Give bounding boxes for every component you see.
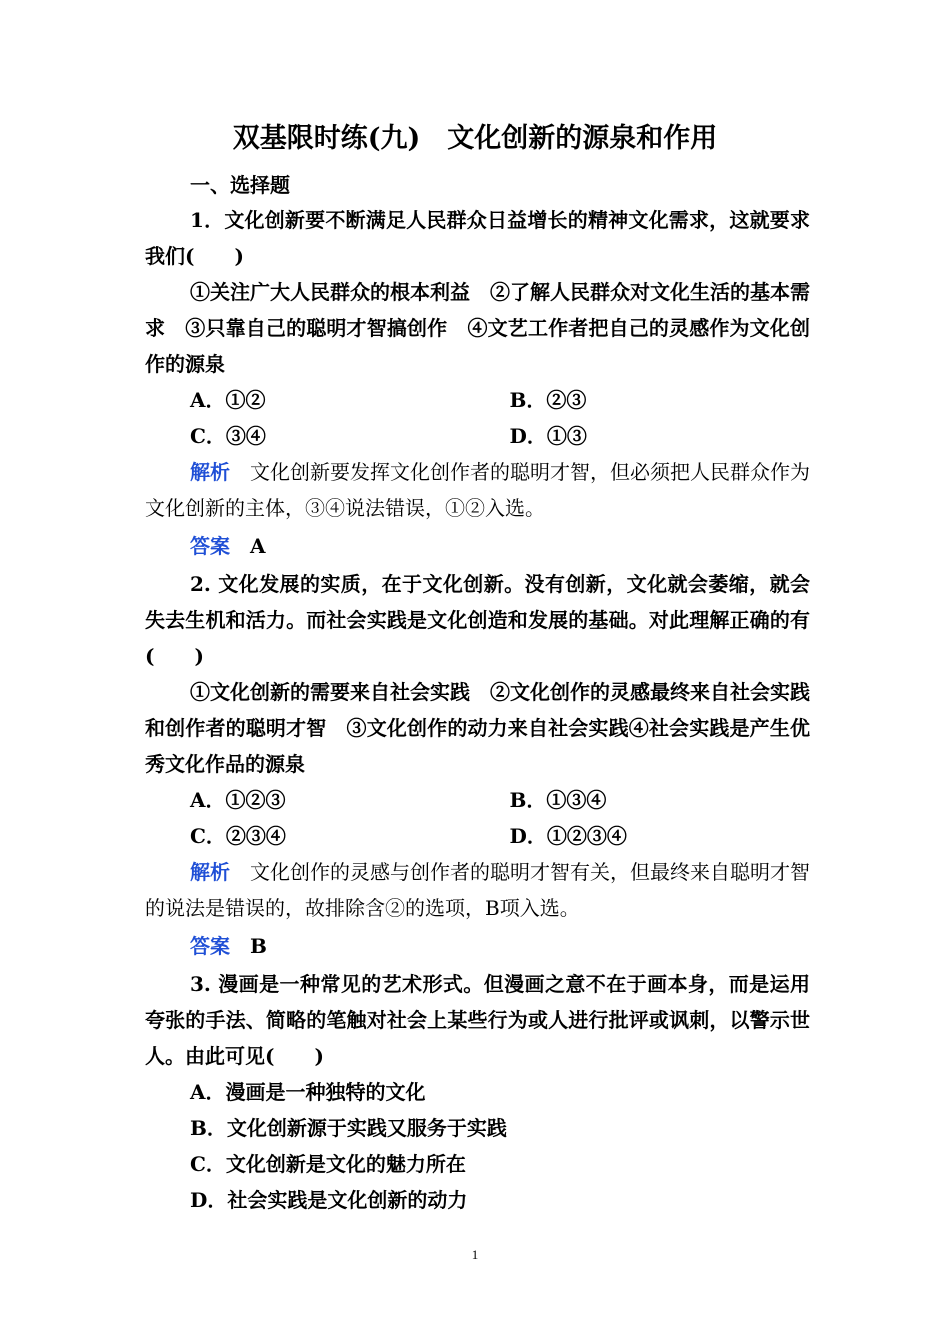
option-d: D．①②③④ — [509, 824, 627, 848]
option-c: C．文化创新是文化的魅力所在 — [190, 1152, 466, 1176]
option-a: A．①②③ — [190, 788, 286, 812]
analysis-text: 文化创新要发挥文化创作者的聪明才智，但必须把人民群众作为文化创新的主体，③④说法错误，①②入选。 — [145, 460, 810, 520]
page-title: 双基限时练(九) 文化创新的源泉和作用 — [232, 123, 718, 154]
analysis-label: 解析 — [190, 860, 230, 884]
section-heading: 一、选择题 — [190, 173, 290, 197]
question-1-analysis — [145, 454, 810, 526]
question-1-options — [145, 382, 810, 454]
option-b: B．①③④ — [509, 788, 607, 812]
question-2-analysis — [145, 854, 810, 926]
question-1-items: ①关注广大人民群众的根本利益 ②了解人民群众对文化生活的基本需求 ③只靠自己的聪明才智搞创作 ④文艺工作者把自己的灵感作为文化创作的源泉 — [145, 280, 810, 376]
question-2-stem: 2. 文化发展的实质，在于文化创新。没有创新，文化就会萎缩，就会失去生机和活力。而社会实践是文化创造和发展的基础。对此理解正确的有( ) — [145, 572, 810, 668]
answer-label: 答案 — [190, 534, 230, 558]
question-3-options — [145, 1074, 810, 1218]
option-c: C．②③④ — [190, 824, 286, 848]
question-2-items: ①文化创新的需要来自社会实践 ②文化创作的灵感最终来自社会实践和创作者的聪明才智 ③文化创作的动力来自社会实践④社会实践是产生优秀文化作品的源泉 — [145, 680, 810, 776]
question-1-stem: 1．文化创新要不断满足人民群众日益增长的精神文化需求，这就要求我们( ) — [145, 208, 810, 268]
option-a: A．漫画是一种独特的文化 — [190, 1080, 426, 1104]
question-2-answer — [145, 928, 810, 964]
question-1-answer — [145, 528, 810, 564]
option-d: D．①③ — [509, 424, 587, 448]
option-d: D．社会实践是文化创新的动力 — [190, 1188, 468, 1212]
answer-value: A — [250, 534, 266, 558]
question-3-stem: 3. 漫画是一种常见的艺术形式。但漫画之意不在于画本身，而是运用夸张的手法、简略的笔触对社会上某些行为或人进行批评或讽刺，以警示世人。由此可见( ) — [145, 972, 810, 1068]
answer-label: 答案 — [190, 934, 230, 958]
document-body — [145, 202, 810, 1218]
option-c: C．③④ — [190, 424, 266, 448]
page-number: 1 — [471, 1247, 479, 1262]
analysis-text: 文化创作的灵感与创作者的聪明才智有关，但最终来自聪明才智的说法是错误的，故排除含②的选项，B项入选。 — [145, 860, 810, 920]
option-b: B．文化创新源于实践又服务于实践 — [190, 1116, 507, 1140]
answer-value: B — [250, 934, 267, 958]
option-a: A．①② — [190, 388, 266, 412]
analysis-label: 解析 — [190, 460, 230, 484]
option-b: B．②③ — [509, 388, 587, 412]
question-2-options — [145, 782, 810, 854]
